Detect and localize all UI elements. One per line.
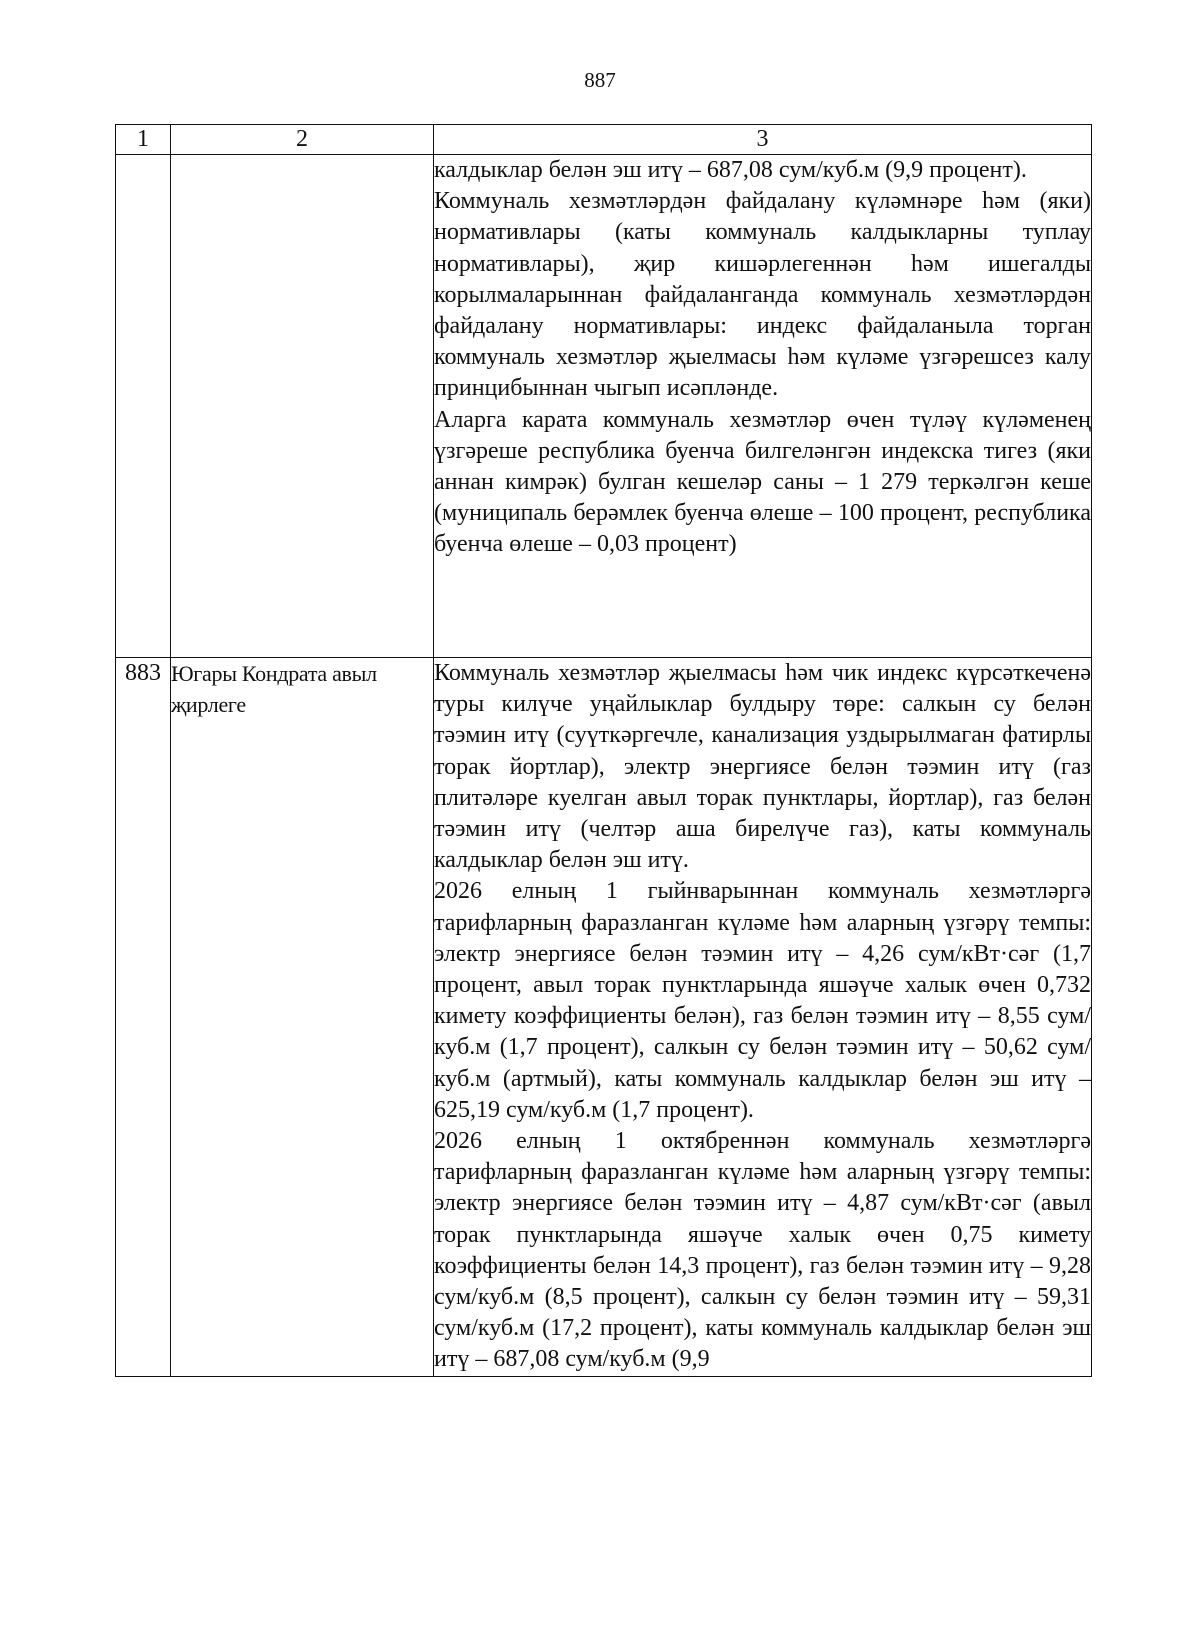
row-number <box>116 155 171 658</box>
paragraph: Аларга карата коммуналь хезмәтләр өчен түләү күләменең үзгәреше республика буенча билгеләнгән индекска тигез (яки аннан кимрәк) булган кешеләр саны – 1 279 теркәлгән кеше (муниципаль берәмлек буенча өлеше – 100 процент, республика буенча өлеше – 0,03 процент) <box>434 406 1091 558</box>
table-header-row <box>116 125 1092 155</box>
settlement-name <box>171 155 434 658</box>
row-number: 883 <box>116 658 171 1377</box>
settlement-name: Югары Кондрата авыл җирлеге <box>171 658 434 1377</box>
column-header-2: 2 <box>171 125 434 155</box>
table-row <box>116 658 1092 1377</box>
paragraph: 2026 елның 1 октябреннән коммуналь хезмәтләргә тарифларның фаразланган күләме һәм аларның үзгәрү темпы: электр энергиясе белән тәэмин итү – 4,87 сум/кВт·сәг (авыл торак пунктларында яшәүче халык өчен 0,75 кимету коэффициенты белән 14,3 процент), газ белән тәэмин итү – 9,28 сум/куб.м (8,5 процент), салкын су белән тәэмин итү – 59,31 сум/куб.м (17,2 процент), каты коммуналь калдыклар белән эш итү – 687,08 сум/куб.м (9,9 <box>434 1128 1091 1373</box>
column-header-3: 3 <box>434 125 1092 155</box>
column-header-1: 1 <box>116 125 171 155</box>
paragraph: 2026 елның 1 гыйнварыннан коммуналь хезмәтләргә тарифларның фаразланган күләме һәм аларның үзгәрү темпы: электр энергиясе белән тәэмин итү – 4,26 сум/кВт·сәг (1,7 процент, авыл торак пунктларында яшәүче халык өчен 0,732 кимету коэффициенты белән), газ белән тәэмин итү – 8,55 сум/куб.м (1,7 процент), салкын су белән тәэмин итү – 50,62 сум/куб.м (артмый), каты коммуналь калдыклар белән эш итү – 625,19 сум/куб.м (1,7 процент). <box>434 878 1091 1123</box>
paragraph: Коммуналь хезмәтләр җыелмасы һәм чик индекс күрсәткеченә туры килүче уңайлыклар булдыру төре: салкын су белән тәэмин итү (суүткәргечле, канализация уздырылмаган фатирлы торак йортлар), электр энергиясе белән тәэмин итү (газ плитәләре куелган авыл торак пунктлары, йортлар), газ белән тәэмин итү (челтәр аша бирелүче газ), каты коммуналь калдыклар белән эш итү. <box>434 660 1091 874</box>
page-number: 887 <box>584 68 616 92</box>
table-row <box>116 155 1092 658</box>
row-description <box>434 155 1092 658</box>
document-table <box>115 124 1092 1377</box>
paragraph: Коммуналь хезмәтләрдән файдалану күләмнәре һәм (яки) нормативлары (каты коммуналь калдыкларны туплау нормативлары), җир кишәрлегеннән һәм ишегалды корылмаларыннан файдаланганда коммуналь хезмәтләрдән файдалану нормативлары: индекс файдаланыла торган коммуналь хезмәтләр җыелмасы һәм күләме үзгәрешсез калу принцибыннан чыгып исәпләнде. <box>434 188 1091 402</box>
row-description <box>434 658 1092 1377</box>
paragraph: калдыклар белән эш итү – 687,08 сум/куб.м (9,9 процент). <box>434 157 1027 183</box>
